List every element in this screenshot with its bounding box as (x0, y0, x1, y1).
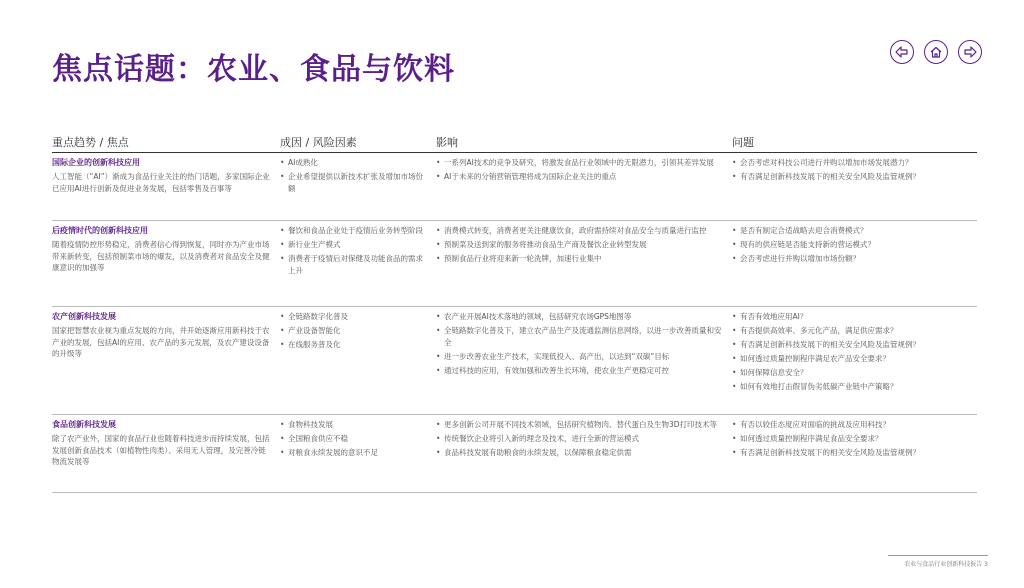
impact-item: • 更多创新公司开展不同技术领域，包括研究植物肉、替代蛋白及生物3D打印技术等 (436, 419, 724, 431)
question-item: • 有否提供高效率、多元化产品，满足供应需求？ (732, 325, 977, 337)
header-causes: 成因 / 风险因素 (280, 136, 357, 149)
question-item: • 有否满足创新科技发展下的相关安全风险及监管规例？ (732, 447, 977, 459)
impact-item: • 消费模式转变，消费者更关注健康饮食，政府需持续对食品安全与质量进行监控 (436, 225, 724, 237)
table-header (52, 134, 977, 153)
topic-title: 农产创新科技发展 (52, 312, 116, 321)
header-impacts: 影响 (436, 136, 458, 149)
cause-item: • 全国粮食供应不稳 (280, 433, 430, 445)
page-title: 焦点话题：农业、食品与饮料 (52, 52, 455, 87)
back-button[interactable] (890, 40, 914, 64)
impact-item: • 预制菜及送到家的服务将推动食品生产商及餐饮企业转型发展 (436, 239, 724, 251)
cause-item: • 产业设备智能化 (280, 325, 430, 337)
cause-item: • AI成熟化 (280, 157, 430, 169)
question-item: • 有否满足创新科技发展下的相关安全风险及监管规例？ (732, 339, 977, 351)
cause-item: • 对粮食永续发展的意识不足 (280, 447, 430, 459)
table-row (52, 307, 977, 415)
impact-item: • 通过科技的应用，有效加强和改善生长环境，使农业生产更稳定可控 (436, 365, 724, 377)
cause-item: • 消费者于疫情后对保健及功能食品的需求上升 (280, 253, 430, 276)
topic-desc: 人工智能（“AI”）渐成为食品行业关注的热门话题，多家国际企业已应用AI进行创新及促进业务发展，包括零售及百事等 (52, 172, 270, 193)
impact-item: • 全链路数字化普及下，建立农产品生产及流通监测信息网络，以进一步改善质量和安全 (436, 325, 724, 348)
cause-item: • 在线服务普及化 (280, 339, 430, 351)
page-footer: 农业与食品行业创新科技报告 3 (888, 555, 988, 568)
cause-item: • 全链路数字化普及 (280, 311, 430, 323)
impact-item: • 农产业开展AI技术落地的领域，包括研究农场GPS地图等 (436, 311, 724, 323)
header-questions: 问题 (732, 136, 754, 149)
question-item: • 会否考虑进行并购以增加市场份额？ (732, 253, 977, 265)
nav-buttons (890, 40, 982, 64)
question-item: • 如何透过质量控制程序满足农产品安全要求？ (732, 353, 977, 365)
question-item: • 是否有制定合适战略去迎合消费模式？ (732, 225, 977, 237)
question-item: • 会否考虑对科技公司进行并购以增加市场发展潜力？ (732, 157, 977, 169)
impact-item: • 预制食品行业将迎来新一轮洗牌，加速行业集中 (436, 253, 724, 265)
arrow-right-icon (963, 45, 977, 59)
cause-item: • 新行业生产模式 (280, 239, 430, 251)
table-row (52, 221, 977, 307)
question-item: • 现有的供应链是否能支持新的营运模式？ (732, 239, 977, 251)
impact-item: • 一系列AI技术的竞争及研究，将激发食品行业领域中的无限潜力，引领其差异发展 (436, 157, 724, 169)
cause-item: • 企业希望提供以新技术扩张及增加市场份额 (280, 171, 430, 194)
trends-table (52, 134, 977, 493)
impact-item: • 进一步改善农业生产技术，实现低投入、高产出，以达到“双碳”目标 (436, 351, 724, 363)
impact-item: • AI于未来的分销营销管理将成为国际企业关注的重点 (436, 171, 724, 183)
cause-item: • 餐饮和食品企业处于疫情后业务转型阶段 (280, 225, 430, 237)
home-icon (929, 45, 943, 59)
table-row (52, 153, 977, 221)
topic-title: 后疫情时代的创新科技应用 (52, 226, 148, 235)
question-item: • 如何有效地打击假冒伪劣低碳产业链中产策略？ (732, 381, 977, 393)
question-item: • 如何透过质量控制程序满足食品安全要求？ (732, 433, 977, 445)
topic-title: 国际企业的创新科技应用 (52, 158, 140, 167)
home-button[interactable] (924, 40, 948, 64)
impact-item: • 传统餐饮企业将引入新的理念及技术，进行全新的营运模式 (436, 433, 724, 445)
header-trend: 重点趋势 / 焦点 (52, 136, 129, 149)
question-item: • 如何保障信息安全？ (732, 367, 977, 379)
topic-desc: 随着疫情防控形势稳定，消费者信心得到恢复，同时亦为产业市场带来新转变，包括预制菜市场的爆发，以及消费者对食品安全及健康意识的加强等 (52, 240, 270, 272)
forward-button[interactable] (958, 40, 982, 64)
question-item: • 有否满足创新科技发展下的相关安全风险及监管规例？ (732, 171, 977, 183)
question-item: • 有否有效地应用AI？ (732, 311, 977, 323)
cause-item: • 食物科技发展 (280, 419, 430, 431)
arrow-left-icon (895, 45, 909, 59)
table-row (52, 415, 977, 493)
impact-item: • 食品科技发展有助粮食的永续发展，以保障粮食稳定供需 (436, 447, 724, 459)
topic-desc: 除了农产业外，国家的食品行业也随着科技进步而持续发展，包括发展创新食品技术（如植物性肉类）、采用无人管理，及完善冷链物流发展等 (52, 434, 270, 466)
topic-title: 食品创新科技发展 (52, 420, 116, 429)
question-item: • 有否以较佳态度应对面临的挑战及应用科技？ (732, 419, 977, 431)
topic-desc: 国家把智慧农业视为重点发展的方向，并开始逐渐应用新科技于农产业的发展，包括AI的应用、农产品的多元发展，及农产建设设备的升级等 (52, 326, 270, 358)
